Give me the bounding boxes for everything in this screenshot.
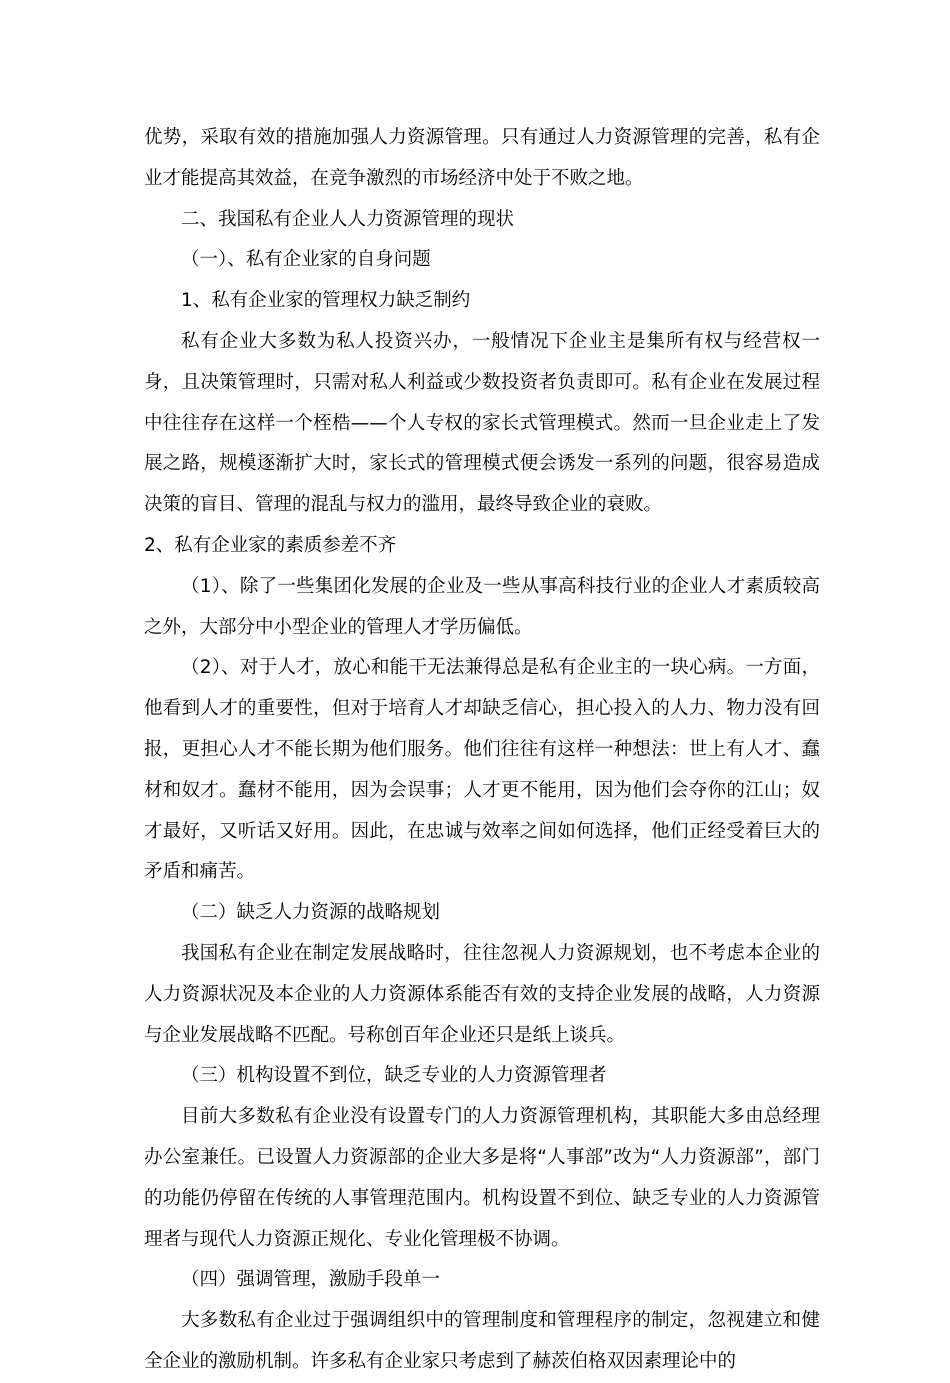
- subsection-heading: （四）强调管理，激励手段单一: [181, 1269, 441, 1291]
- item-heading: 2、私有企业家的素质参差不齐: [144, 534, 397, 556]
- body-paragraph: 大多数私有企业过于强调组织中的管理制度和管理程序的制定，忽视建立和健全企业的激励机制。许多私有企业家只考虑到了赫茨伯格双因素理论中的: [144, 1310, 820, 1372]
- body-paragraph: 我国私有企业在制定发展战略时，往往忽视人力资源规划，也不考虑本企业的人力资源状况及本企业的人力资源体系能否有效的支持企业发展的战略，人力资源与企业发展战略不匹配。号称创百年企业还只是纸上谈兵。: [144, 942, 820, 1046]
- body-paragraph: 私有企业大多数为私人投资兴办，一般情况下企业主是集所有权与经营权一身，且决策管理时，只需对私人利益或少数投资者负责即可。私有企业在发展过程中往往存在这样一个桎梏——个人专权的家长式管理模式。然而一旦企业走上了发展之路，规模逐渐扩大时，家长式的管理模式便会诱发一系列的问题，很容易造成决策的盲目、管理的混乱与权力的滥用，最终导致企业的衰败。: [144, 330, 820, 516]
- document-body: [144, 118, 820, 1383]
- body-paragraph: （2）、对于人才，放心和能干无法兼得总是私有企业主的一块心病。一方面，他看到人才的重要性，但对于培育人才却缺乏信心，担心投入的人力、物力没有回报，更担心人才不能长期为他们服务。他们往往有这样一种想法：世上有人才、蠢材和奴才。蠢材不能用，因为会误事；人才更不能用，因为他们会夺你的江山；奴才最好，又听话又好用。因此，在忠诚与效率之间如何选择，他们正经受着巨大的矛盾和痛苦。: [144, 657, 820, 883]
- body-paragraph: （1）、除了一些集团化发展的企业及一些从事高科技行业的企业人才素质较高之外，大部分中小型企业的管理人才学历偏低。: [144, 575, 820, 638]
- section-heading: 二、我国私有企业人人力资源管理的现状: [181, 208, 515, 230]
- item-heading: 1、私有企业家的管理权力缺乏制约: [181, 290, 471, 312]
- body-paragraph: 目前大多数私有企业没有设置专门的人力资源管理机构，其职能大多由总经理办公室兼任。已设置人力资源部的企业大多是将“人事部”改为“人力资源部”，部门的功能仍停留在传统的人事管理范围内。机构设置不到位、缺乏专业的人力资源管理者与现代人力资源正规化、专业化管理极不协调。: [144, 1106, 820, 1250]
- body-paragraph: 优势，采取有效的措施加强人力资源管理。只有通过人力资源管理的完善，私有企业才能提高其效益，在竞争激烈的市场经济中处于不败之地。: [144, 127, 820, 189]
- subsection-heading: （二）缺乏人力资源的战略规划: [181, 902, 441, 924]
- subsection-heading: （三）机构设置不到位，缺乏专业的人力资源管理者: [181, 1065, 607, 1087]
- subsection-heading: （一）、私有企业家的自身问题: [181, 249, 431, 271]
